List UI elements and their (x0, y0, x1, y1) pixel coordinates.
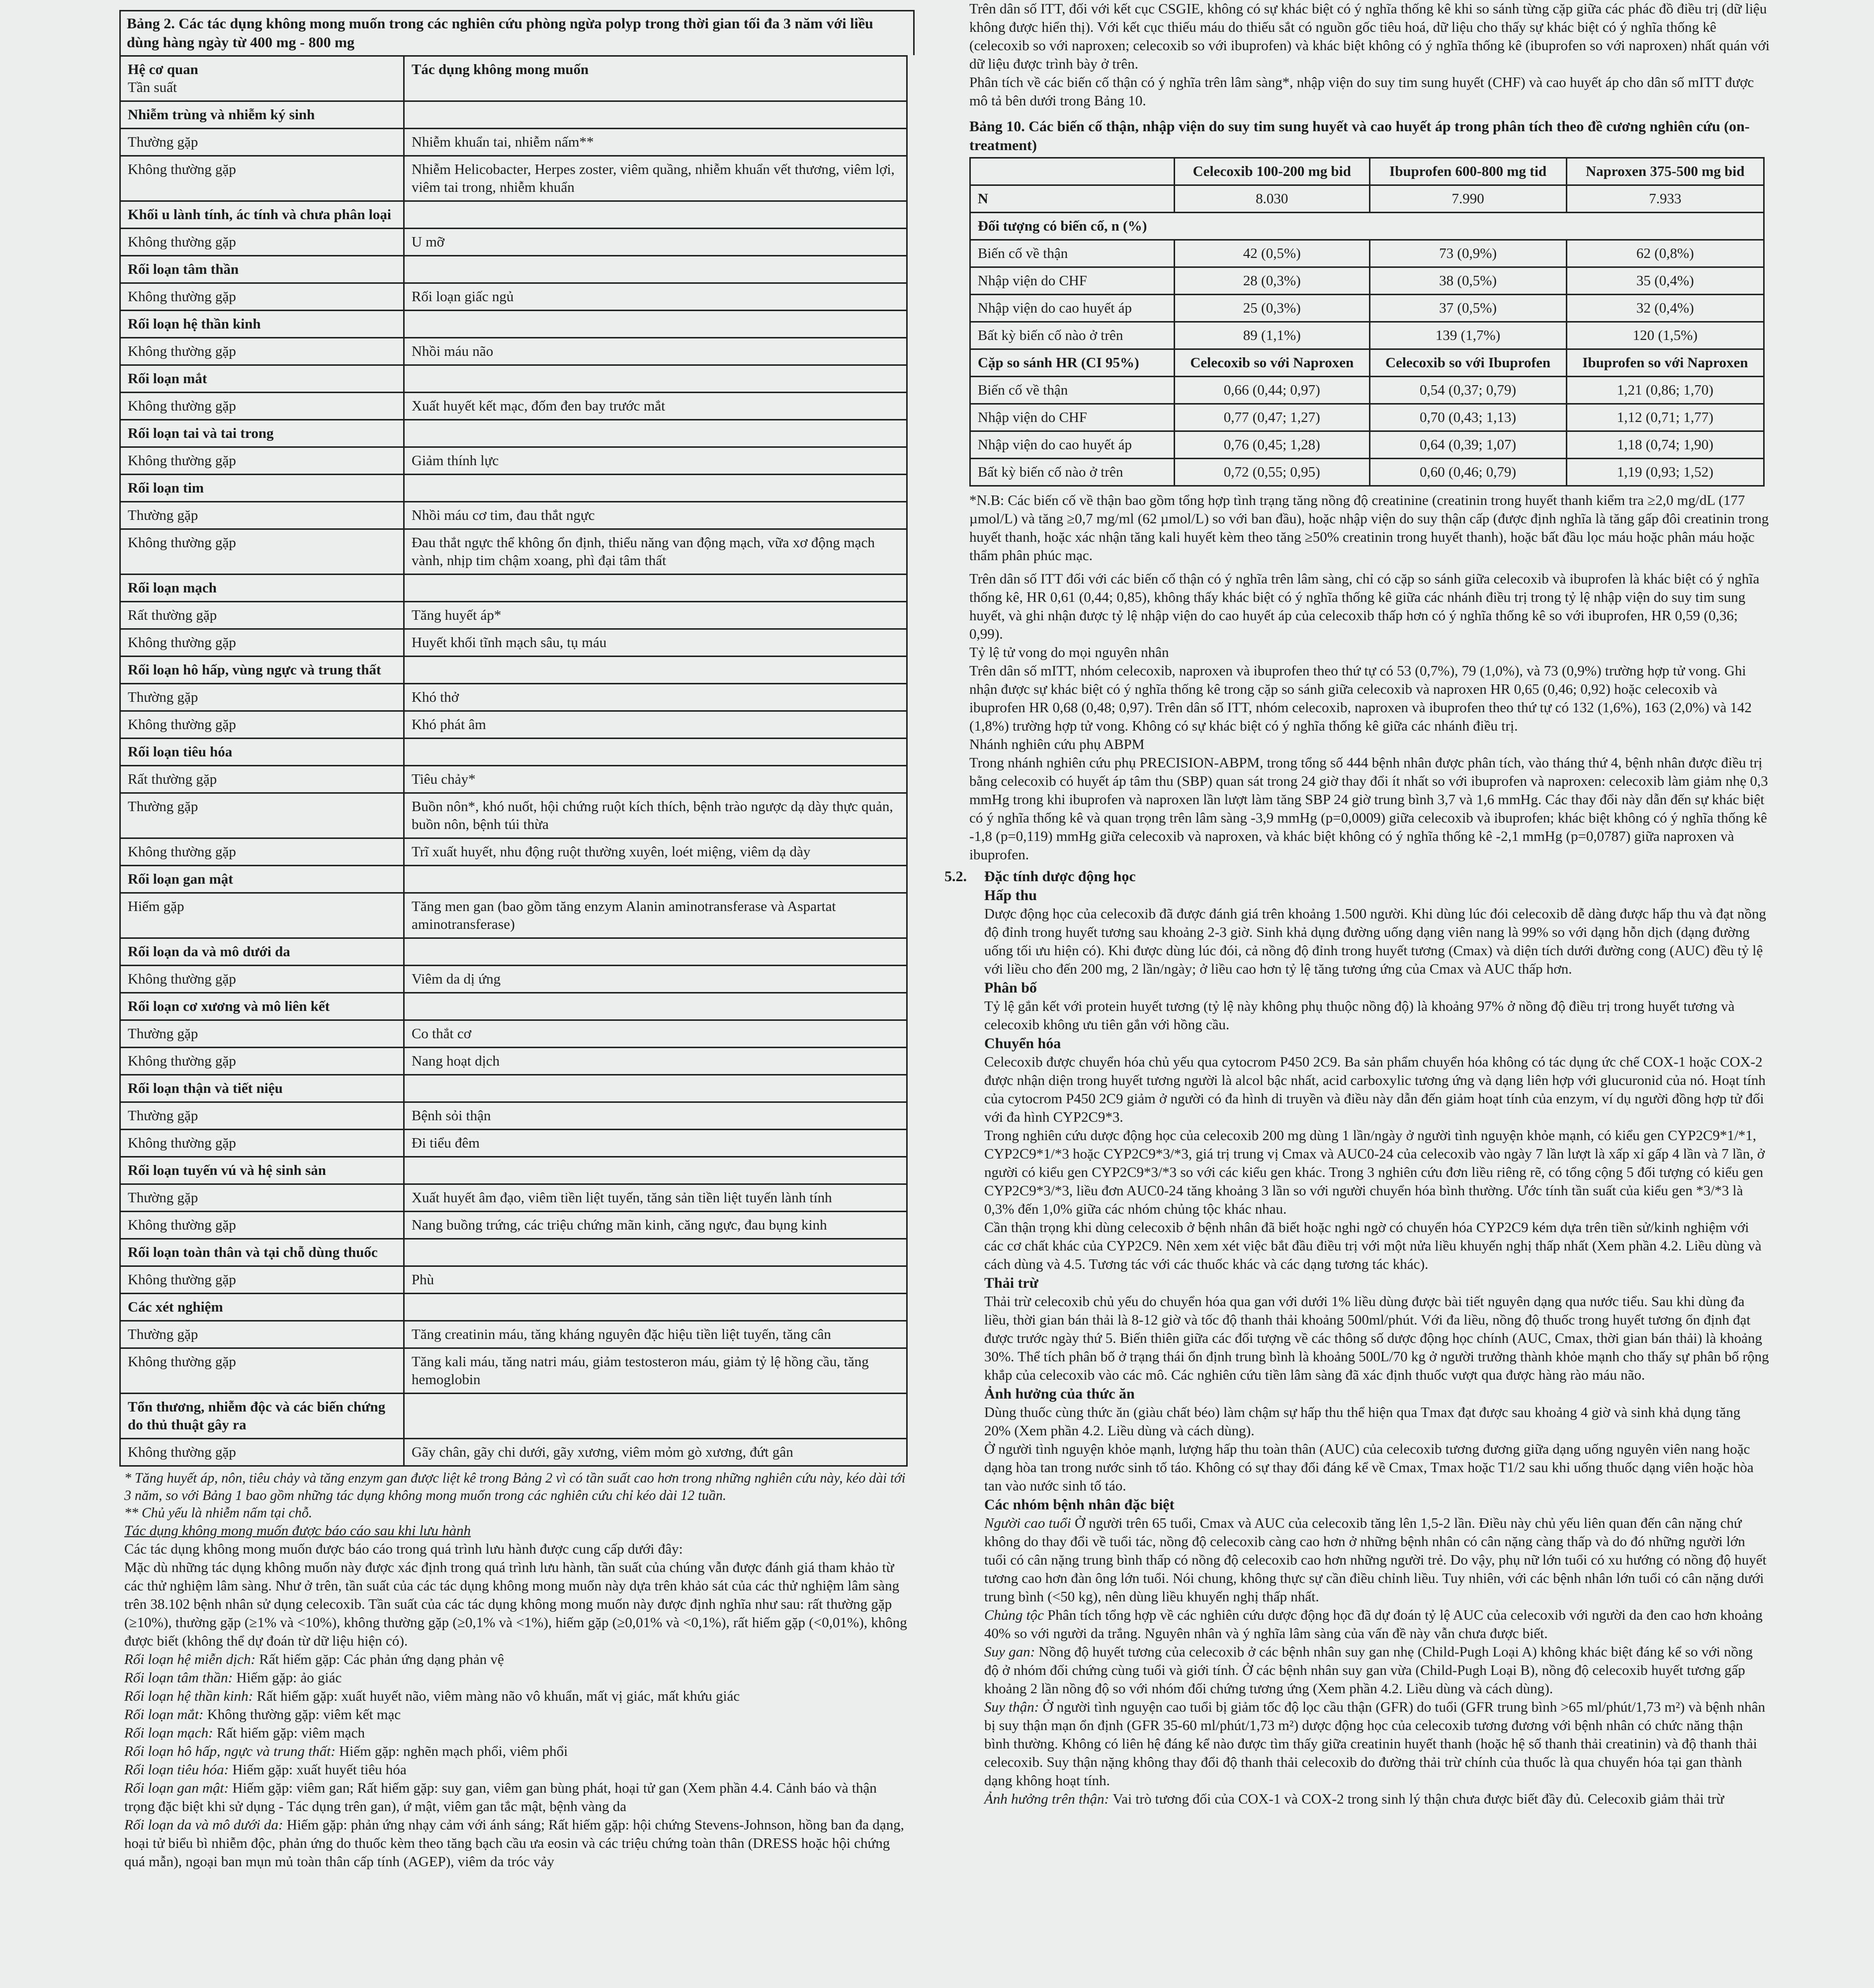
paragraph: Trong nhánh nghiên cứu phụ PRECISION-ABPM, trong tổng số 444 bệnh nhân được phân tích, vào tháng thứ 4, bệnh nhân được điều trị bằng celecoxib có huyết áp tâm thu (SBP) quan sát trong 24 giờ thay đổi ít nhất so với ibuprofen và naproxen: celecoxib làm giảm nhẹ 0,3 mmHg trong khi ibuprofen và naproxen lần lượt làm tăng SBP 24 giờ trung bình 3,7 và 1,6 mmHg. Các thay đổi này dẫn đến sự khác biệt có ý nghĩa thống kê và quan trọng trên lâm sàng -3,9 mmHg (p=0,0009) giữa celecoxib và ibuprofen; khác biệt không có ý nghĩa thống kê -1,8 (p=0,119) mmHg giữa celecoxib và naproxen, và khác biệt không có ý nghĩa thống kê -2,1 mmHg (p=0,0787) giữa naproxen và ibuprofen. (969, 755, 1768, 863)
list-item (124, 1669, 910, 1687)
subsection-heading: Chuyển hóa (984, 1035, 1061, 1052)
organ-system-label: Rối loạn hô hấp, vùng ngực và trung thất (120, 657, 404, 684)
item-key: Rối loạn hệ thần kinh: (124, 1688, 257, 1704)
value-cell: 7.990 (1369, 185, 1566, 213)
value-cell: 25 (0,3%) (1175, 295, 1370, 322)
value-cell: 0,54 (0,37; 0,79) (1369, 377, 1566, 404)
pk-body (944, 886, 1770, 1809)
effect-cell: Nhiễm Helicobacter, Herpes zoster, viêm quầng, nhiễm khuẩn vết thương, viêm lợi, viêm tai trong, nhiễm khuẩn (404, 156, 907, 201)
table10-note: *N.B: Các biến cố về thận bao gồm tổng hợp tình trạng tăng nồng độ creatinine (creatinin trong huyết thanh kiểm tra ≥2,0 mg/dL (177 µmol/L) và tăng ≥0,7 mg/ml (62 µmol/L) so với ban đầu), hoặc nhập viện do suy thận cấp (được định nghĩa là tăng gấp đôi creatinin trong huyết thanh, hoặc xác nhận tăng kali huyết kèm theo tăng ≥50% creatinin trong huyết thanh), hoặc bất đầu lọc máu hoặc phân máu hoặc thẩm phân phúc mạc. (969, 493, 1769, 564)
table-row (120, 684, 907, 711)
item-key: Rối loạn gan mật: (124, 1780, 233, 1796)
frequency-cell: Thường gặp (120, 129, 404, 156)
list-item (124, 1706, 910, 1724)
value-cell: 0,72 (0,55; 0,95) (1175, 459, 1370, 486)
paragraph: Các tác dụng không mong muốn được báo cáo trong quá trình lưu hành được cung cấp dưới đây: (124, 1541, 683, 1557)
table-row (120, 966, 907, 993)
value-cell: 1,18 (0,74; 1,90) (1566, 431, 1764, 459)
value-cell: 0,76 (0,45; 1,28) (1175, 431, 1370, 459)
value-cell: 0,60 (0,46; 0,79) (1369, 459, 1566, 486)
organ-system-row (120, 1294, 907, 1321)
effect-cell: Tăng huyết áp* (404, 602, 907, 629)
organ-system-row (120, 201, 907, 229)
effect-cell: Giảm thính lực (404, 447, 907, 475)
table-row (970, 377, 1764, 404)
header-frequency: Tần suất (128, 80, 177, 95)
population-text: Nồng độ huyết tương của celecoxib ở các bệnh nhân suy gan nhẹ (Child-Pugh Loại A) không khác biệt đáng kể so với nồng độ ở nhóm đối chứng cùng tuổi và giới tính. Ở các bệnh nhân suy gan vừa (Child-Pugh Loại B), nồng độ celecoxib huyết tương gấp khoảng 2 lần nồng độ so với nhóm đối chứng tương ứng (Xem phần 4.2. Liều dùng và cách dùng). (984, 1644, 1753, 1697)
item-value: Hiếm gặp: viêm gan; Rất hiếm gặp: suy gan, viêm gan bùng phát, hoại tử gan (Xem phần 4.4. Cảnh báo và thận trọng đặc biệt khi sử dụng - Tác dụng trên gan), ứ mật, viêm gan tắc mật, bệnh vàng da (124, 1780, 877, 1815)
frequency-cell: Không thường gặp (120, 283, 404, 311)
value-cell: 0,77 (0,47; 1,27) (1175, 404, 1370, 431)
special-population (984, 1790, 1770, 1809)
table-row (120, 1348, 907, 1394)
organ-system-label: Các xét nghiệm (120, 1294, 404, 1321)
list-item (124, 1651, 910, 1669)
frequency-cell: Không thường gặp (120, 229, 404, 256)
effect-cell: Nhồi máu não (404, 338, 907, 365)
population-text: Vai trò tương đối của COX-1 và COX-2 trong sinh lý thận chưa được biết đầy đủ. Celecoxib giảm thải trừ (1112, 1791, 1724, 1807)
post-marketing-list (124, 1651, 910, 1871)
header-cell: Tác dụng không mong muốn (404, 56, 907, 101)
paragraph: Dược động học của celecoxib đã được đánh giá trên khoảng 1.500 người. Khi dùng lúc đói celecoxib dễ dàng được hấp thu và đạt nồng độ đỉnh trong huyết tương sau khoảng 2-3 giờ. Sinh khả dụng đường uống dạng viên nang là 99% so với dạng hỗn dịch (dạng đường uống tối ưu hiện có). Khi được dùng lúc đói, cả nồng độ đỉnh trong huyết tương (Cmax) và diện tích dưới đường cong (AUC) đều tỷ lệ với liều cho đến 200 mg, 2 lần/ngày; ở liều cao hơn tỷ lệ tăng tương ứng của Cmax và AUC thấp hơn. (984, 906, 1766, 977)
organ-system-row (120, 311, 907, 338)
header-cell: Ibuprofen 600-800 mg tid (1369, 158, 1566, 185)
frequency-cell: Không thường gặp (120, 393, 404, 420)
organ-system-row (120, 1239, 907, 1266)
header-system: Hệ cơ quan (128, 62, 198, 78)
population-text: Ở người tình nguyện cao tuổi bị giảm tốc độ lọc cầu thận (GFR) do tuổi (GFR trung bình >65 ml/phút/1,73 m²) và bệnh nhân bị suy thận mạn ổn định (GFR 35-60 ml/phút/1,73 m²) dược động học của celecoxib tương đương với bệnh nhân có chức năng thận bình thường. Không có liên hệ đáng kể nào được tìm thấy giữa creatinin huyết thanh (hoặc hệ số thanh thải creatinin) và độ thanh thải celecoxib. Suy thận nặng không thay đổi độ thanh thải celecoxib do đường thải trừ chính của thuốc là qua chuyển hóa tại gan thành dạng không hoạt tính. (984, 1699, 1766, 1789)
table-row (970, 459, 1764, 486)
effect-cell: Co thắt cơ (404, 1020, 907, 1048)
frequency-cell: Hiếm gặp (120, 893, 404, 938)
organ-system-row (120, 993, 907, 1020)
table-row (120, 1048, 907, 1075)
section-label: Đối tượng có biến cố, n (%) (970, 213, 1764, 240)
paragraph: Ở người tình nguyện khỏe mạnh, lượng hấp thu toàn thân (AUC) của celecoxib tương đương giữa dạng uống nguyên viên nang hoặc dạng hòa tan trong nước sinh tố táo. Không có sự thay đổi đáng kể về Cmax, Tmax hoặc T1/2 sau khi uống thuốc dạng viên hoặc hòa tan vào nước sinh tố táo. (984, 1441, 1754, 1494)
effect-cell: Nhiễm khuẩn tai, nhiễm nấm** (404, 129, 907, 156)
table-row (120, 1321, 907, 1348)
table-row (970, 267, 1764, 295)
row-label: Biến cố về thận (970, 240, 1175, 267)
right-column (944, 0, 1770, 1809)
organ-system-row (120, 101, 907, 129)
organ-system-label: Rối loạn mắt (120, 365, 404, 393)
organ-system-row (120, 1157, 907, 1184)
value-cell: 32 (0,4%) (1566, 295, 1764, 322)
footnote: ** Chủ yếu là nhiễm nấm tại chỗ. (124, 1505, 312, 1521)
value-cell: 42 (0,5%) (1175, 240, 1370, 267)
effect-cell: Tiêu chảy* (404, 766, 907, 793)
population-label: Ảnh hưởng trên thận: (984, 1791, 1113, 1807)
empty-cell (404, 475, 907, 502)
value-cell: 1,19 (0,93; 1,52) (1566, 459, 1764, 486)
effect-cell: Khó thở (404, 684, 907, 711)
frequency-cell: Không thường gặp (120, 1212, 404, 1239)
effect-cell: Gãy chân, gãy chi dưới, gãy xương, viêm mỏm gò xương, đứt gân (404, 1439, 907, 1466)
list-item (124, 1779, 910, 1816)
value-cell: 73 (0,9%) (1369, 240, 1566, 267)
table-row (120, 793, 907, 838)
empty-cell (404, 1394, 907, 1439)
table-row (120, 1130, 907, 1157)
list-item (124, 1687, 910, 1706)
organ-system-label: Tổn thương, nhiễm độc và các biến chứng do thủ thuật gây ra (120, 1394, 404, 1439)
right-intro (944, 0, 1770, 110)
list-item (124, 1816, 910, 1871)
special-population (984, 1606, 1770, 1643)
effect-cell: Bệnh sỏi thận (404, 1102, 907, 1130)
list-item (124, 1761, 910, 1779)
paragraph: Nhánh nghiên cứu phụ ABPM (969, 737, 1145, 752)
paragraph: Trên dân số ITT đối với các biến cố thận có ý nghĩa trên lâm sàng, chỉ có cặp so sánh giữa celecoxib và ibuprofen là khác biệt có ý nghĩa thống kê, HR 0,61 (0,44; 0,85), không thấy khác biệt có ý nghĩa thống kê giữa các nhánh điều trị trong tỷ lệ nhập viện do suy tim sung huyết, và ghi nhận được tỷ lệ nhập viện do cao huyết áp của celecoxib thấp hơn có ý nghĩa thống kê so với ibuprofen, HR 0,59 (0,36; 0,99). (969, 571, 1760, 642)
value-cell: 37 (0,5%) (1369, 295, 1566, 322)
table-row (970, 431, 1764, 459)
paragraph: Tỷ lệ gắn kết với protein huyết tương (tỷ lệ này không phụ thuộc nồng độ) là khoảng 97% ở nồng độ điều trị trong huyết tương và celecoxib không ưu tiên gắn với hồng cầu. (984, 998, 1735, 1033)
organ-system-row (120, 575, 907, 602)
item-value: Rất hiếm gặp: Các phản ứng dạng phản vệ (259, 1652, 504, 1667)
special-population (984, 1698, 1770, 1790)
row-label: Biến cố về thận (970, 377, 1175, 404)
table-row (120, 502, 907, 529)
organ-system-label: Rối loạn cơ xương và mô liên kết (120, 993, 404, 1020)
population-label: Người cao tuổi (984, 1515, 1075, 1531)
paragraph: Celecoxib được chuyển hóa chủ yếu qua cytocrom P450 2C9. Ba sản phẩm chuyển hóa không có tác dụng ức chế COX-1 hoặc COX-2 được nhận diện trong huyết tương người là alcol bậc nhất, acid carboxylic tương ứng và dạng liên hợp với glucuronid của nó. Hoạt tính của cytocrom P450 2C9 giảm ở người có đa hình di truyền và điều này dẫn đến giảm hoạt tính của enzym, ví dụ người đồng hợp tử đối với đa hình CYP2C9*3. (984, 1054, 1766, 1125)
row-label: Nhập viện do CHF (970, 404, 1175, 431)
frequency-cell: Thường gặp (120, 1184, 404, 1212)
table10-title: Bảng 10. Các biến cố thận, nhập viện do suy tim sung huyết và cao huyết áp trong phân tích theo đề cương nghiên cứu (on-treatment) (969, 118, 1750, 154)
row-label: N (970, 185, 1175, 213)
row-label: Nhập viện do CHF (970, 267, 1175, 295)
subsection-heading: Thải trừ (984, 1275, 1038, 1291)
table-row (120, 838, 907, 866)
population-label: Suy gan: (984, 1644, 1039, 1660)
organ-system-label: Rối loạn tiêu hóa (120, 739, 404, 766)
empty-cell (404, 256, 907, 283)
header-cell: Ibuprofen so với Naproxen (1566, 349, 1764, 377)
paragraph: Dùng thuốc cùng thức ăn (giàu chất béo) làm chậm sự hấp thu thể hiện qua Tmax đạt được sau khoảng 4 giờ và sinh khả dụng tăng 20% (Xem phần 4.2. Liều dùng và cách dùng). (984, 1405, 1741, 1439)
organ-system-label: Rối loạn mạch (120, 575, 404, 602)
organ-system-label: Rối loạn tai và tai trong (120, 420, 404, 447)
left-column (119, 0, 915, 1871)
item-value: Hiếm gặp: phản ứng nhạy cảm với ánh sáng; Rất hiếm gặp: hội chứng Stevens-Johnson, hồng ban đa dạng, hoại tử biểu bì nhiễm độc, phản ứng do thuốc kèm theo tăng bạch cầu ưa eosin và các triệu chứng toàn thân (DRESS hoặc hội chứng quá mẫn), ngoại ban mụn mủ toàn thân cấp tính (AGEP), viêm da tróc vảy (124, 1817, 904, 1870)
table-row (120, 1102, 907, 1130)
empty-cell (404, 1294, 907, 1321)
frequency-cell: Không thường gặp (120, 629, 404, 657)
table-row (120, 129, 907, 156)
row-label: Nhập viện do cao huyết áp (970, 431, 1175, 459)
organ-system-label: Rối loạn gan mật (120, 866, 404, 893)
empty-cell (404, 993, 907, 1020)
item-key: Rối loạn hệ miễn dịch: (124, 1652, 259, 1667)
value-cell: 139 (1,7%) (1369, 322, 1566, 349)
table-row (120, 602, 907, 629)
organ-system-label: Rối loạn tuyến vú và hệ sinh sản (120, 1157, 404, 1184)
item-key: Rối loạn tâm thần: (124, 1670, 237, 1686)
organ-system-label: Nhiễm trùng và nhiễm ký sinh (120, 101, 404, 129)
item-key: Rối loạn tiêu hóa: (124, 1762, 233, 1778)
paragraph: Cần thận trọng khi dùng celecoxib ở bệnh nhân đã biết hoặc nghi ngờ có chuyển hóa CYP2C9 kém dựa trên tiền sử/kinh nghiệm với các cơ chất khác của CYP2C9. Nên xem xét việc bắt đầu điều trị với một nửa liều khuyến nghị thấp nhất (Xem phần 4.2. Liều dùng và cách dùng và 4.5. Tương tác với các thuốc khác và các dạng tương tác khác). (984, 1220, 1762, 1272)
table-row (120, 766, 907, 793)
paragraph: Tỷ lệ tử vong do mọi nguyên nhân (969, 645, 1169, 661)
header-cell (970, 158, 1175, 185)
header-cell: Celecoxib so với Ibuprofen (1369, 349, 1566, 377)
frequency-cell: Không thường gặp (120, 966, 404, 993)
empty-cell (404, 1157, 907, 1184)
empty-cell (404, 101, 907, 129)
row-label: Bất kỳ biến cố nào ở trên (970, 459, 1175, 486)
table-row (120, 1439, 907, 1466)
table-row (120, 893, 907, 938)
special-population (984, 1514, 1770, 1606)
empty-cell (404, 938, 907, 966)
effect-cell: Rối loạn giấc ngủ (404, 283, 907, 311)
subsection-heading: Phân bố (984, 980, 1037, 996)
effect-cell: Huyết khối tĩnh mạch sâu, tụ máu (404, 629, 907, 657)
item-value: Hiếm gặp: xuất huyết tiêu hóa (232, 1762, 407, 1778)
table-row (120, 1266, 907, 1294)
item-value: Không thường gặp: viêm kết mạc (207, 1707, 401, 1723)
footnote: * Tăng huyết áp, nôn, tiêu chảy và tăng enzym gan được liệt kê trong Bảng 2 vì có tần suất cao hơn trong những nghiên cứu này, kéo dài tới 3 năm, so với Bảng 1 bao gồm những tác dụng không mong muốn trong các nghiên cứu chỉ kéo dài 12 tuần. (124, 1471, 906, 1503)
table-row (120, 393, 907, 420)
organ-system-row (120, 1075, 907, 1102)
empty-cell (404, 201, 907, 229)
table-row (970, 404, 1764, 431)
organ-system-row (120, 420, 907, 447)
table-row (120, 283, 907, 311)
list-item (124, 1742, 910, 1761)
value-cell: 120 (1,5%) (1566, 322, 1764, 349)
header-cell: Celecoxib 100-200 mg bid (1175, 158, 1370, 185)
right-mid (944, 565, 1770, 864)
frequency-cell: Không thường gặp (120, 529, 404, 575)
header-cell: Celecoxib so với Naproxen (1175, 349, 1370, 377)
value-cell: 89 (1,1%) (1175, 322, 1370, 349)
effect-cell: Xuất huyết âm đạo, viêm tiền liệt tuyến, tăng sản tiền liệt tuyến lành tính (404, 1184, 907, 1212)
item-key: Rối loạn mắt: (124, 1707, 207, 1723)
item-value: Hiếm gặp: nghẽn mạch phổi, viêm phổi (339, 1743, 568, 1759)
subsection-heading: Các nhóm bệnh nhân đặc biệt (984, 1496, 1175, 1513)
list-item (124, 1724, 910, 1742)
frequency-cell: Không thường gặp (120, 1048, 404, 1075)
organ-system-label: Rối loạn da và mô dưới da (120, 938, 404, 966)
effect-cell: Đau thắt ngực thể không ổn định, thiểu năng van động mạch, vữa xơ động mạch vành, nhịp tim chậm xoang, phì đại tâm thất (404, 529, 907, 575)
paragraph: Trên dân số ITT, đối với kết cục CSGIE, không có sự khác biệt có ý nghĩa thống kê khi so sánh từng cặp giữa các phác đồ điều trị (dữ liệu không được hiển thị). Với kết cục thiếu máu do thiếu sắt có nguồn gốc tiêu hoá, dữ liệu cho thấy sự khác biệt có ý nghĩa thống kê (celecoxib so với naproxen; celecoxib so với ibuprofen) và khác biệt không có ý nghĩa thống kê (ibuprofen so với naproxen) nhất quán với dữ liệu được trình bày ở trên. (969, 1, 1770, 72)
value-cell: 1,12 (0,71; 1,77) (1566, 404, 1764, 431)
organ-system-label: Rối loạn tâm thần (120, 256, 404, 283)
header-cell (120, 56, 404, 101)
table-row (120, 1212, 907, 1239)
table-row (970, 322, 1764, 349)
frequency-cell: Không thường gặp (120, 1439, 404, 1466)
frequency-cell: Thường gặp (120, 502, 404, 529)
paragraph: Thải trừ celecoxib chủ yếu do chuyển hóa qua gan với dưới 1% liều dùng được bài tiết nguyên dạng qua nước tiểu. Sau khi dùng đa liều, thời gian bán thải là 8-12 giờ và tốc độ thanh thải khoảng 500ml/phút. Với đa liều, nồng độ thuốc trong huyết tương ổn định đạt được trước ngày thứ 5. Biến thiên giữa các đối tượng về các thông số dược động học chính (AUC, Cmax, thời gian bán thải) là khoảng 30%. Thể tích phân bố ở trạng thái ổn định trung bình là khoảng 500L/70 kg ở người trưởng thành khỏe mạnh cho thấy sự phân bố rộng khắp của celecoxib vào các mô. Các nghiên cứu tiền lâm sàng đã xác định thuốc vượt qua được hàng rào máu não. (984, 1294, 1769, 1383)
effect-cell: Tăng creatinin máu, tăng kháng nguyên đặc hiệu tiền liệt tuyến, tăng cân (404, 1321, 907, 1348)
empty-cell (404, 420, 907, 447)
empty-cell (404, 1075, 907, 1102)
organ-system-row (120, 256, 907, 283)
population-label: Suy thận: (984, 1699, 1043, 1715)
empty-cell (404, 575, 907, 602)
empty-cell (404, 311, 907, 338)
pk-heading (944, 864, 1770, 886)
subsection-heading: Ảnh hưởng của thức ăn (984, 1386, 1135, 1402)
frequency-cell: Rất thường gặp (120, 766, 404, 793)
effect-cell: U mỡ (404, 229, 907, 256)
organ-system-row (120, 739, 907, 766)
effect-cell: Tăng kali máu, tăng natri máu, giảm testosteron máu, giảm tỷ lệ hồng cầu, tăng hemoglobin (404, 1348, 907, 1394)
table2-title: Bảng 2. Các tác dụng không mong muốn trong các nghiên cứu phòng ngừa polyp trong thời gian tối đa 3 năm với liều dùng hàng ngày từ 400 mg - 800 mg (119, 10, 915, 55)
table-header-row (970, 158, 1764, 185)
frequency-cell: Rất thường gặp (120, 602, 404, 629)
value-cell: 0,64 (0,39; 1,07) (1369, 431, 1566, 459)
header-cell: Cặp so sánh HR (CI 95%) (970, 349, 1175, 377)
table-row (970, 295, 1764, 322)
frequency-cell: Không thường gặp (120, 447, 404, 475)
item-key: Rối loạn mạch: (124, 1725, 217, 1741)
table-row (120, 1020, 907, 1048)
table2-footnotes (124, 1470, 910, 1522)
paragraph: Trong nghiên cứu dược động học của celecoxib 200 mg dùng 1 lần/ngày ở người tình nguyện khỏe mạnh, có kiểu gen CYP2C9*1/*1, CYP2C9*1/*3 hoặc CYP2C9*3/*3, giá trị trung vị Cmax và AUC0-24 của celecoxib vào ngày 7 lần lượt là xấp xỉ gấp 4 lần và 7 lần, ở người có kiểu gen CYP2C9*3/*3 so với các kiểu gen khác. Trong 3 nghiên cứu đơn liều riêng rẽ, có tổng cộng 5 đối tượng có kiểu gen CYP2C9*3/*3, liều đơn AUC0-24 tăng khoảng 3 lần so với người chuyển hóa bình thường. Ước tính tần suất của kiểu gen *3/*3 là 0,3% đến 1,0% giữa các nhóm chủng tộc khác nhau. (984, 1128, 1765, 1217)
adverse-effects-table (119, 55, 908, 1467)
value-cell: 8.030 (1175, 185, 1370, 213)
value-cell: 0,66 (0,44; 0,97) (1175, 377, 1370, 404)
value-cell: 1,21 (0,86; 1,70) (1566, 377, 1764, 404)
frequency-cell: Không thường gặp (120, 338, 404, 365)
organ-system-label: Rối loạn hệ thần kinh (120, 311, 404, 338)
renal-events-table (969, 157, 1765, 487)
effect-cell: Buồn nôn*, khó nuốt, hội chứng ruột kích thích, bệnh trào ngược dạ dày thực quản, buồn nôn, bệnh túi thừa (404, 793, 907, 838)
table-row (120, 1184, 907, 1212)
table-header-row (120, 56, 907, 101)
organ-system-row (120, 365, 907, 393)
section-row (970, 213, 1764, 240)
table-row (120, 447, 907, 475)
item-value: Rất hiếm gặp: viêm mạch (217, 1725, 365, 1741)
frequency-cell: Thường gặp (120, 793, 404, 838)
organ-system-label: Rối loạn tim (120, 475, 404, 502)
empty-cell (404, 739, 907, 766)
organ-system-label: Rối loạn thận và tiết niệu (120, 1075, 404, 1102)
table-row (120, 229, 907, 256)
item-value: Rất hiếm gặp: xuất huyết não, viêm màng não vô khuẩn, mất vị giác, mất khứu giác (256, 1688, 740, 1704)
paragraph: Phân tích về các biến cố thận có ý nghĩa trên lâm sàng*, nhập viện do suy tim sung huyết (CHF) và cao huyết áp cho dân số mITT được mô tả bên dưới trong Bảng 10. (969, 75, 1754, 109)
subsection-heading: Hấp thu (984, 887, 1037, 904)
table-row (120, 338, 907, 365)
row-label: Bất kỳ biến cố nào ở trên (970, 322, 1175, 349)
effect-cell: Nang buồng trứng, các triệu chứng mãn kinh, căng ngực, đau bụng kinh (404, 1212, 907, 1239)
organ-system-row (120, 657, 907, 684)
effect-cell: Đi tiểu đêm (404, 1130, 907, 1157)
section-number: 5.2. (944, 868, 967, 885)
empty-cell (404, 866, 907, 893)
organ-system-row (120, 866, 907, 893)
table-row (120, 629, 907, 657)
paragraph: Mặc dù những tác dụng không muốn này được xác định trong quá trình lưu hành, tần suất của chúng vẫn được đánh giá tham khảo từ các thử nghiệm lâm sàng. Như ở trên, tần suất của các tác dụng không mong muốn này dựa trên khảo sát của các thử nghiệm lâm sàng trên 38.102 bệnh nhân sử dụng celecoxib. Tần suất của các tác dụng không mong muốn này được định nghĩa như sau: rất thường gặp (≥10%), thường gặp (≥1% và <10%), không thường gặp (≥0,1% và <1%), hiếm gặp (≥0,01% và <0,1%), rất hiếm gặp (<0,01%), không được biết (không thể dự đoán từ dữ liệu hiện có). (124, 1560, 907, 1649)
effect-cell: Phù (404, 1266, 907, 1294)
organ-system-row (120, 475, 907, 502)
table-header-row (970, 349, 1764, 377)
value-cell: 38 (0,5%) (1369, 267, 1566, 295)
effect-cell: Xuất huyết kết mạc, đốm đen bay trước mắt (404, 393, 907, 420)
organ-system-row (120, 1394, 907, 1439)
population-text: Phân tích tổng hợp về các nghiên cứu dược động học đã dự đoán tỷ lệ AUC của celecoxib với người da đen cao hơn khoảng 40% so với người da trắng. Nguyên nhân và ý nghĩa lâm sàng của vấn đề này vẫn chưa được biết. (984, 1607, 1763, 1642)
section-title: Đặc tính dược động học (984, 868, 1136, 885)
population-label: Chủng tộc (984, 1607, 1048, 1623)
row-label: Nhập viện do cao huyết áp (970, 295, 1175, 322)
paragraph: Trên dân số mITT, nhóm celecoxib, naproxen và ibuprofen theo thứ tự có 53 (0,7%), 79 (1,0%), và 73 (0,9%) trường hợp tử vong. Ghi nhận được sự khác biệt có ý nghĩa thống kê trong cặp so sánh giữa celecoxib và naproxen HR 0,65 (0,46; 0,92) hoặc celecoxib và ibuprofen HR 0,68 (0,48; 0,97). Trên dân số ITT, nhóm celecoxib, naproxen và ibuprofen theo thứ tự có 132 (1,6%), 163 (2,0%) và 142 (1,8%) trường hợp tử vong. Không có sự khác biệt có ý nghĩa thống kê giữa các nhánh điều trị. (969, 663, 1752, 734)
value-cell: 28 (0,3%) (1175, 267, 1370, 295)
effect-cell: Tăng men gan (bao gồm tăng enzym Alanin aminotransferase và Aspartat aminotransferase) (404, 893, 907, 938)
value-cell: 35 (0,4%) (1566, 267, 1764, 295)
frequency-cell: Không thường gặp (120, 156, 404, 201)
post-marketing-body (124, 1540, 910, 1651)
table-row (970, 240, 1764, 267)
table-row (120, 529, 907, 575)
empty-cell (404, 657, 907, 684)
item-key: Rối loạn da và mô dưới da: (124, 1817, 287, 1833)
organ-system-label: Rối loạn toàn thân và tại chỗ dùng thuốc (120, 1239, 404, 1266)
effect-cell: Viêm da dị ứng (404, 966, 907, 993)
frequency-cell: Không thường gặp (120, 838, 404, 866)
post-marketing-heading: Tác dụng không mong muốn được báo cáo sau khi lưu hành (124, 1523, 471, 1539)
frequency-cell: Không thường gặp (120, 1266, 404, 1294)
special-population (984, 1643, 1770, 1698)
value-cell: 62 (0,8%) (1566, 240, 1764, 267)
frequency-cell: Không thường gặp (120, 711, 404, 739)
table-row (120, 711, 907, 739)
frequency-cell: Thường gặp (120, 684, 404, 711)
population-text: Ở người trên 65 tuổi, Cmax và AUC của celecoxib tăng lên 1,5-2 lần. Điều này chủ yếu liên quan đến cân nặng chứ không do thay đổi về tuổi tác, nồng độ celecoxib càng cao hơn ở những bệnh nhân có cân nặng càng thấp và do đó những người lớn tuổi có cân nặng trung bình thấp có nồng độ celecoxib cao hơn những người trẻ. Do vậy, phụ nữ lớn tuổi có xu hướng có nồng độ huyết tương cao hơn đàn ông lớn tuổi. Nói chung, không thực sự cần điều chỉnh liều. Tuy nhiên, với các bệnh nhân lớn tuổi có cân nặng dưới trung bình (<50 kg), nên dùng liều khuyến nghị thấp nhất. (984, 1515, 1767, 1605)
effect-cell: Trĩ xuất huyết, nhu động ruột thường xuyên, loét miệng, viêm dạ dày (404, 838, 907, 866)
value-cell: 0,70 (0,43; 1,13) (1369, 404, 1566, 431)
table-row (120, 156, 907, 201)
effect-cell: Nhồi máu cơ tim, đau thắt ngực (404, 502, 907, 529)
organ-system-row (120, 938, 907, 966)
frequency-cell: Thường gặp (120, 1102, 404, 1130)
table-row (970, 185, 1764, 213)
effect-cell: Khó phát âm (404, 711, 907, 739)
frequency-cell: Không thường gặp (120, 1348, 404, 1394)
frequency-cell: Thường gặp (120, 1321, 404, 1348)
effect-cell: Nang hoạt dịch (404, 1048, 907, 1075)
item-key: Rối loạn hô hấp, ngực và trung thất: (124, 1743, 340, 1759)
frequency-cell: Không thường gặp (120, 1130, 404, 1157)
header-cell: Naproxen 375-500 mg bid (1566, 158, 1764, 185)
item-value: Hiếm gặp: ảo giác (236, 1670, 342, 1686)
empty-cell (404, 365, 907, 393)
empty-cell (404, 1239, 907, 1266)
value-cell: 7.933 (1566, 185, 1764, 213)
frequency-cell: Thường gặp (120, 1020, 404, 1048)
organ-system-label: Khối u lành tính, ác tính và chưa phân loại (120, 201, 404, 229)
